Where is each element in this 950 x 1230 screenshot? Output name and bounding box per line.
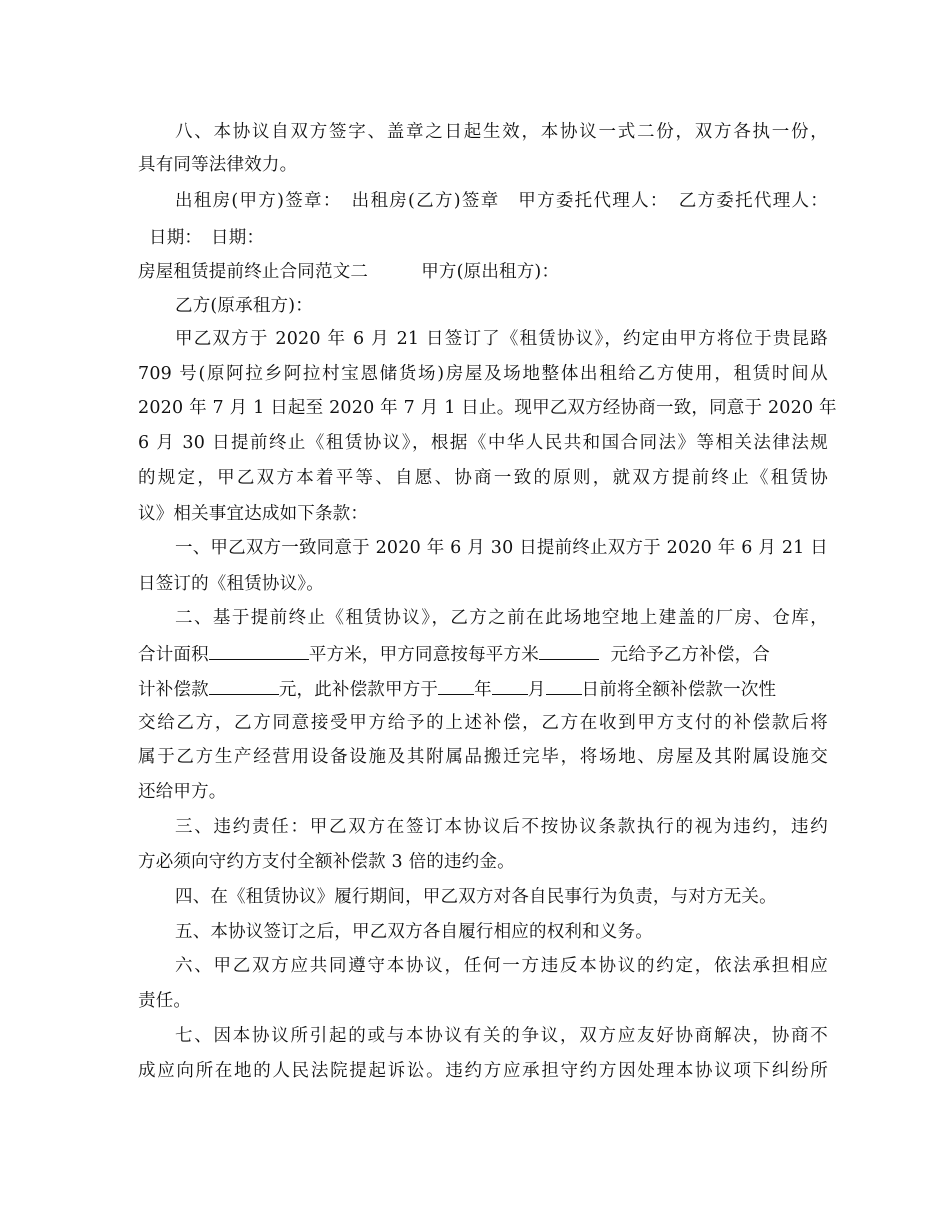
area-blank: [209, 641, 309, 660]
total-blank: [209, 676, 279, 695]
price-label: 平方米，甲方同意按每平方米: [308, 645, 539, 665]
clause-7-line-2: 成应向所在地的人民法院提起诉讼。违约方应承担守约方因处理本协议项下纠纷所: [138, 1061, 828, 1081]
total-label: 计补偿款: [138, 680, 209, 700]
month-blank: [492, 676, 528, 695]
day-label: 日前将全额补偿款一次性: [581, 680, 777, 700]
clause-1-line-1: 一、甲乙双方一致同意于 2020 年 6 月 30 日提前终止双方于 2020 年 6 月 21 日: [175, 538, 828, 558]
clause-6-line-1: 六、甲乙双方应共同遵守本协议，任何一方违反本协议的约定，依法承担相应: [175, 956, 828, 976]
year-blank: [438, 676, 474, 695]
year-label: 年: [474, 680, 492, 700]
payer-label: 元，此补偿款甲方于: [278, 680, 439, 700]
clause-2-line-3: [138, 676, 828, 702]
preamble-line-5: 的规定，甲乙双方本着平等、自愿、协商一致的原则，就双方提前终止《租赁协: [138, 468, 828, 488]
clause-2-line-1: 二、基于提前终止《租赁协议》，乙方之前在此场地空地上建盖的厂房、仓库，: [175, 608, 828, 628]
clause-8-line-2: 具有同等法律效力。: [138, 155, 298, 175]
area-label: 合计面积: [138, 645, 209, 665]
preamble-line-6: 议》相关事宜达成如下条款：: [138, 504, 369, 524]
preamble-line-3: 2020 年 7 月 1 日起至 2020 年 7 月 1 日止。现甲乙双方经协商一致，同意于 2020 年: [138, 398, 837, 418]
clause-4-line: 四、在《租赁协议》履行期间，甲乙双方对各自民事行为负责，与对方无关。: [175, 887, 777, 907]
price-blank: [539, 641, 599, 660]
clause-6-line-2: 责任。: [138, 991, 192, 1011]
clause-2-line-4: 交给乙方，乙方同意接受甲方给予的上述补偿，乙方在收到甲方支付的补偿款后将: [138, 713, 828, 733]
clause-7-line-1: 七、因本协议所引起的或与本协议有关的争议，双方应友好协商解决，协商不: [175, 1026, 828, 1046]
preamble-line-2: 709 号(原阿拉乡阿拉村宝恩储货场)房屋及场地整体出租给乙方使用，租赁时间从: [138, 364, 828, 384]
preamble-line-1: 甲乙双方于 2020 年 6 月 21 日签订了《租赁协议》，约定由甲方将位于贵昆路: [175, 329, 828, 349]
clause-2-line-5: 属于乙方生产经营用设备设施及其附属品搬迁完毕，将场地、房屋及其附属设施交: [138, 747, 828, 767]
clause-3-line-2: 方必须向守约方支付全额补偿款 3 倍的违约金。: [138, 852, 515, 872]
party-b-line: 乙方(原承租方)：: [175, 296, 313, 316]
clause-2-line-2: [138, 641, 828, 667]
clause-1-line-2: 日签订的《租赁协议》。: [138, 574, 324, 594]
date-line: 日期： 日期：: [149, 228, 265, 248]
clause-8-line-1: 八、本协议自双方签字、盖章之日起生效，本协议一式二份，双方各执一份，: [175, 122, 828, 142]
day-blank: [546, 676, 582, 695]
clause-2-line-6: 还给甲方。: [138, 782, 227, 802]
clause-5-line: 五、本协议签订之后，甲乙双方各自履行相应的权利和义务。: [175, 922, 653, 942]
signature-line: 出租房(甲方)签章： 出租房(乙方)签章 甲方委托代理人： 乙方委托代理人：: [175, 191, 828, 211]
clause-3-line-1: 三、违约责任：甲乙双方在签订本协议后不按协议条款执行的视为违约，违约: [175, 817, 828, 837]
compensation-label: 元给予乙方补偿，合: [604, 645, 770, 665]
template-title-line: 房屋租赁提前终止合同范文二 甲方(原出租方)：: [138, 262, 560, 282]
month-label: 月: [527, 680, 546, 700]
preamble-line-4: 6 月 30 日提前终止《租赁协议》，根据《中华人民共和国合同法》等相关法律法规: [138, 433, 828, 453]
